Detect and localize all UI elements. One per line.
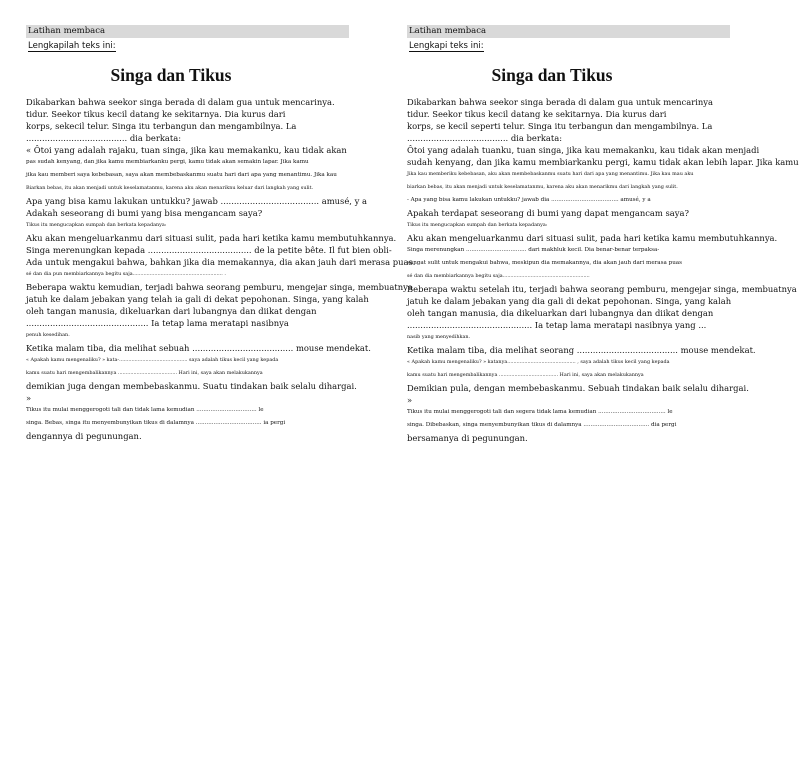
text-line: Apa yang bisa kamu lakukan untukku? jawab ..................................... amusé, y a bbox=[26, 196, 368, 206]
text-line: Tikus itu mengucapkan sumpah dan berkata kepadanya: bbox=[407, 222, 548, 228]
story-text bbox=[26, 96, 416, 442]
text-line: singa. Bebas, singa itu menyembunyikan tikus di dalamnya ..................................... ia pergi bbox=[26, 420, 286, 426]
text-line: jatuh ke dalam jebakan yang telah ia gali di dekat pepohonan. Singa, yang kalah bbox=[26, 294, 369, 304]
text-line: tidur. Seekor tikus kecil datang ke sekitarnya. Dia kurus dari bbox=[407, 109, 667, 119]
header-label: Latihan membaca bbox=[407, 25, 730, 38]
text-line: oleh tangan manusia, dia dikeluarkan dari lubangnya dan diikat dengan bbox=[407, 308, 714, 318]
text-line: Ôtoi yang adalah tuanku, tuan singa, jika kau memakanku, kau tidak akan menjadi bbox=[407, 145, 760, 155]
instruction-text: Lengkapi teks ini: bbox=[409, 41, 484, 51]
text-line: Ada untuk mengakui bahwa, bahkan jika dia memakannya, dia akan jauh dari merasa puas. bbox=[26, 257, 416, 267]
text-line: Singa merenungkan .................................. dari makhluk kecil. Dia benar-benar terpaksa- bbox=[407, 247, 660, 253]
text-line: sudah kenyang, dan jika kamu membiarkanku pergi, kamu tidak akan lebih lapar. Jika kamu bbox=[407, 157, 799, 167]
text-line: kamu suatu hari mengembalikannya ...................................... Hari ini, saya akan melakukannya bbox=[26, 370, 263, 376]
text-line: .............................................. Ia tetap lama meratapi nasibnya bbox=[26, 318, 289, 328]
text-line: Adakah seseorang di bumi yang bisa mengancam saya? bbox=[26, 208, 263, 218]
text-line: Dikabarkan bahwa seekor singa berada di dalam gua untuk mencarinya bbox=[407, 97, 714, 107]
page-title: Singa dan Tikus bbox=[110, 65, 232, 85]
text-line: Biarkan bebas, itu akan menjadi untuk keselamatanmu, karena aku akan menariknu keluar dari langkah yang sulit. bbox=[26, 185, 314, 191]
text-line: Tikus itu mulai menggerogoti tali dan tidak lama kemudian .................................. le bbox=[26, 407, 264, 413]
text-line: Dikabarkan bahwa seekor singa berada di dalam gua untuk mencarinya. bbox=[26, 97, 335, 107]
text-line: singa. Dibebaskan, singa menyembunyikan tikus di dalamnya ..................................... dia pergi bbox=[407, 422, 677, 428]
worksheet-right bbox=[407, 25, 799, 444]
text-line: sangat sulit untuk mengakui bahwa, meskipun dia memakannya, dia akan jauh dari merasa puas bbox=[407, 260, 683, 266]
text-line: « Apakah kamu mengenaliku? » katanya............................................ , saya adalah tikus kecil yang kepada bbox=[407, 359, 670, 365]
instruction bbox=[26, 40, 356, 53]
text-line: sé dan dia membiarkannya begitu saja........................................................ bbox=[407, 273, 590, 279]
text-line: jatuh ke dalam jebakan yang dia gali di dekat pepohonan. Singa, yang kalah bbox=[407, 296, 732, 306]
text-line: Jika kau memberiku kebebasan, aku akan membebaskanmu suatu hari dari apa yang menantimu. Jika kau mau aku bbox=[407, 171, 694, 177]
text-line: Apakah terdapat seseorang di bumi yang dapat mengancam saya? bbox=[407, 208, 690, 218]
text-line: » bbox=[407, 395, 413, 405]
text-line: tidur. Seekor tikus kecil datang ke sekitarnya. Dia kurus dari bbox=[26, 109, 286, 119]
text-line: kamu suatu hari mengembalikannya ...................................... Hari ini, saya akan melakukannya bbox=[407, 372, 644, 378]
text-line: Aku akan mengeluarkanmu dari situasi sulit, pada hari ketika kamu membutuhkannya. bbox=[407, 233, 778, 243]
text-line: jika kau memberi saya kebebasan, saya akan membebaskanmu suatu hari dari apa yang menantimu. Jika kau bbox=[26, 172, 337, 178]
text-line: Tikus itu mulai menggerogoti tali dan segera tidak lama kemudian ...................................... le bbox=[407, 409, 673, 415]
text-line: Singa merenungkan kepada ....................................... de la petite bête. Il fut bien obli- bbox=[26, 245, 392, 255]
text-line: bersamanya di pegunungan. bbox=[407, 433, 528, 443]
text-line: Demikian pula, dengan membebaskanmu. Sebuah tindakan baik selalu dihargai. bbox=[407, 383, 749, 393]
text-line: sé dan dia pun membiarkannya begitu saja.......................................................... . bbox=[26, 271, 226, 277]
text-line: ............................................... Ia tetap lama meratapi nasibnya yang ... bbox=[407, 320, 707, 330]
page-title: Singa dan Tikus bbox=[491, 65, 613, 85]
text-line: Ketika malam tiba, dia melihat seorang ...................................... mouse mendekat. bbox=[407, 345, 756, 355]
text-line: Ketika malam tiba, dia melihat sebuah ...................................... mouse mendekat. bbox=[26, 343, 371, 353]
text-line: « Apakah kamu mengenaliku? » kata-............................................ saya adalah tikus kecil yang kepada bbox=[26, 357, 279, 363]
instruction bbox=[407, 40, 737, 53]
text-line: « Ôtoi yang adalah rajaku, tuan singa, jika kau memakanku, kau tidak akan bbox=[26, 145, 347, 155]
header-label: Latihan membaca bbox=[26, 25, 349, 38]
worksheet-left bbox=[26, 25, 416, 442]
text-line: nasib yang menyedihkan. bbox=[407, 334, 471, 340]
text-line: » bbox=[26, 393, 32, 403]
text-line: biarkan bebas, itu akan menjadi untuk keselamatanmu, karena aku akan menarikmu dari langkah yang sulit. bbox=[407, 184, 678, 190]
text-line: korps, se kecil seperti telur. Singa itu terbangun dan mengambilnya. La bbox=[407, 121, 713, 131]
text-line: ...................................... dia berkata: bbox=[407, 133, 563, 143]
story-text bbox=[407, 96, 799, 444]
text-line: ...................................... dia berkata: bbox=[26, 133, 182, 143]
text-line: demikian juga dengan membebaskanmu. Suatu tindakan baik selalu dihargai. bbox=[26, 381, 357, 391]
text-line: penuh kesedihan. bbox=[26, 332, 70, 338]
text-line: korps, sekecil telur. Singa itu terbangun dan mengambilnya. La bbox=[26, 121, 297, 131]
text-line: dengannya di pegunungan. bbox=[26, 431, 142, 441]
text-line: Tikus itu mengucapkan sumpah dan berkata kepadanya: bbox=[26, 222, 167, 228]
text-line: pas sudah kenyang, dan jika kamu membiarkanku pergi, kamu tidak akan semakin lapar. Jika kamu bbox=[26, 159, 309, 165]
instruction-text: Lengkapilah teks ini: bbox=[28, 41, 116, 51]
text-line: Beberapa waktu setelah itu, terjadi bahwa seorang pemburu, mengejar singa, membuatnya bbox=[407, 284, 797, 294]
text-line: Aku akan mengeluarkanmu dari situasi sulit, pada hari ketika kamu membutuhkannya. bbox=[26, 233, 397, 243]
text-line: Beberapa waktu kemudian, terjadi bahwa seorang pemburu, mengejar singa, membuatnya bbox=[26, 282, 413, 292]
text-line: - Apa yang bisa kamu lakukan untukku? jawab dia ...................................... amusé, y a bbox=[407, 197, 651, 203]
text-line: oleh tangan manusia, dikeluarkan dari lubangnya dan diikat dengan bbox=[26, 306, 317, 316]
